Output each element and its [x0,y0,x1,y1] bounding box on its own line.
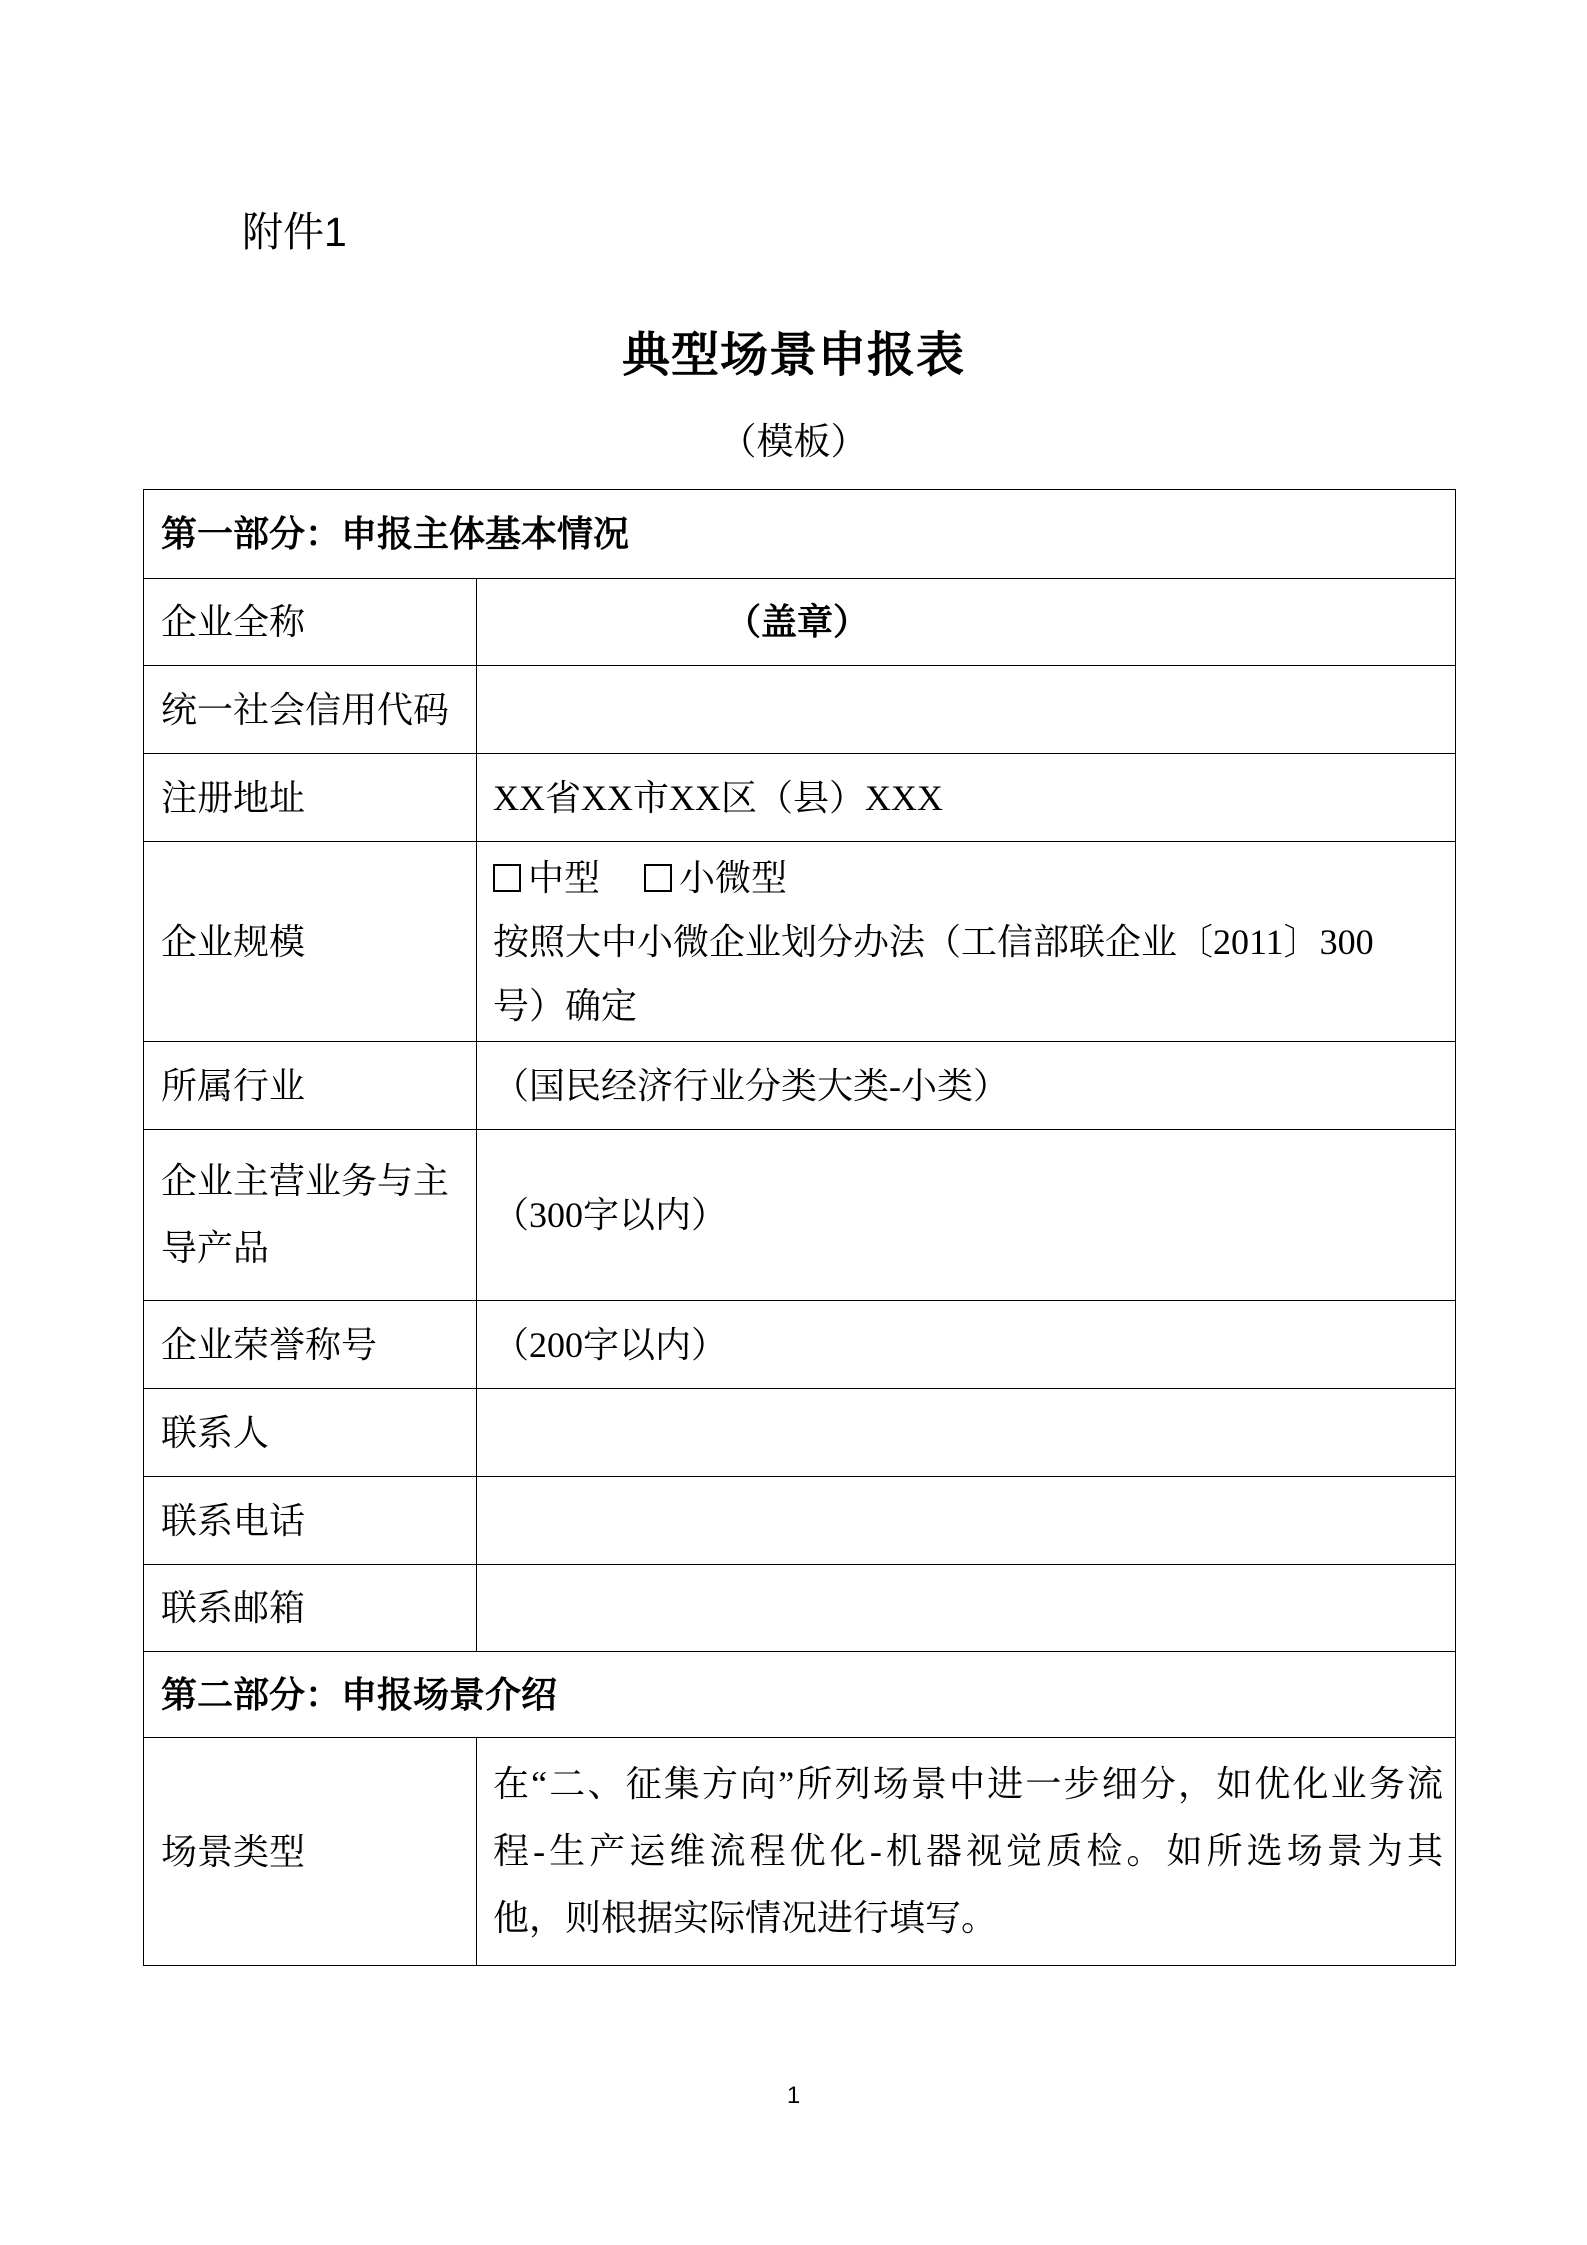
label-credit-code: 统一社会信用代码 [144,666,477,754]
value-scenario-type [477,1738,1456,1966]
value-company-name [477,579,1456,666]
form-title: 典型场景申报表 [621,329,965,382]
scenario-type-line-1: 在“二、征集方向”所列场景中进一步细分，如优化业务流 [493,1764,1444,1804]
label-company-scale: 企业规模 [144,842,477,1042]
label-registered-address: 注册地址 [144,754,477,842]
scale-note-line-1: 按照大中小微企业划分办法（工信部联企业〔2011〕300 [493,921,1374,962]
application-form-table [143,489,1456,1966]
section-row-part1 [144,490,1456,579]
value-company-scale [477,842,1456,1042]
page-number: 1 [786,2082,801,2109]
value-main-business: （300字以内） [477,1130,1456,1301]
label-scenario-type: 场景类型 [144,1738,477,1966]
value-contact-email [477,1565,1456,1652]
label-company-name: 企业全称 [144,579,477,666]
row-company-scale [144,842,1456,1042]
attachment-label: 附件1 [242,209,347,255]
seal-placeholder: （盖章） [725,601,870,642]
row-honors [144,1301,1456,1389]
value-contact-person [477,1389,1456,1477]
value-contact-phone [477,1477,1456,1565]
row-contact-phone [144,1477,1456,1565]
label-main-business-line-2: 导产品 [161,1228,270,1268]
row-contact-email [144,1565,1456,1652]
scale-note-line-2: 号）确定 [493,985,638,1026]
form-subtitle: （模板） [719,422,868,463]
value-registered-address: XX省XX市XX区（县）XXX [477,754,1456,842]
row-main-business [144,1130,1456,1301]
section-row-part2 [144,1652,1456,1738]
section-heading-part1: 第一部分：申报主体基本情况 [144,490,1456,579]
checkbox-small-micro[interactable] [644,864,672,892]
row-credit-code [144,666,1456,754]
label-contact-phone: 联系电话 [144,1477,477,1565]
label-main-business [144,1130,477,1301]
value-honors: （200字以内） [477,1301,1456,1389]
row-registered-address [144,754,1456,842]
section-heading-part2: 第二部分：申报场景介绍 [144,1652,1456,1738]
option-label-small-micro: 小微型 [679,857,788,898]
value-industry: （国民经济行业分类大类-小类） [477,1042,1456,1130]
row-company-name [144,579,1456,666]
scenario-type-line-2: 程-生产运维流程优化-机器视觉质检。如所选场景为其 [493,1831,1444,1871]
row-industry [144,1042,1456,1130]
scale-options [493,846,1443,910]
row-scenario-type [144,1738,1456,1966]
label-main-business-line-1: 企业主营业务与主 [161,1161,450,1201]
checkbox-medium[interactable] [493,864,521,892]
scenario-type-line-3: 他，则根据实际情况进行填写。 [493,1898,998,1938]
value-credit-code [477,666,1456,754]
label-industry: 所属行业 [144,1042,477,1130]
option-label-medium: 中型 [528,857,601,898]
label-honors: 企业荣誉称号 [144,1301,477,1389]
label-contact-email: 联系邮箱 [144,1565,477,1652]
label-contact-person: 联系人 [144,1389,477,1477]
row-contact-person [144,1389,1456,1477]
